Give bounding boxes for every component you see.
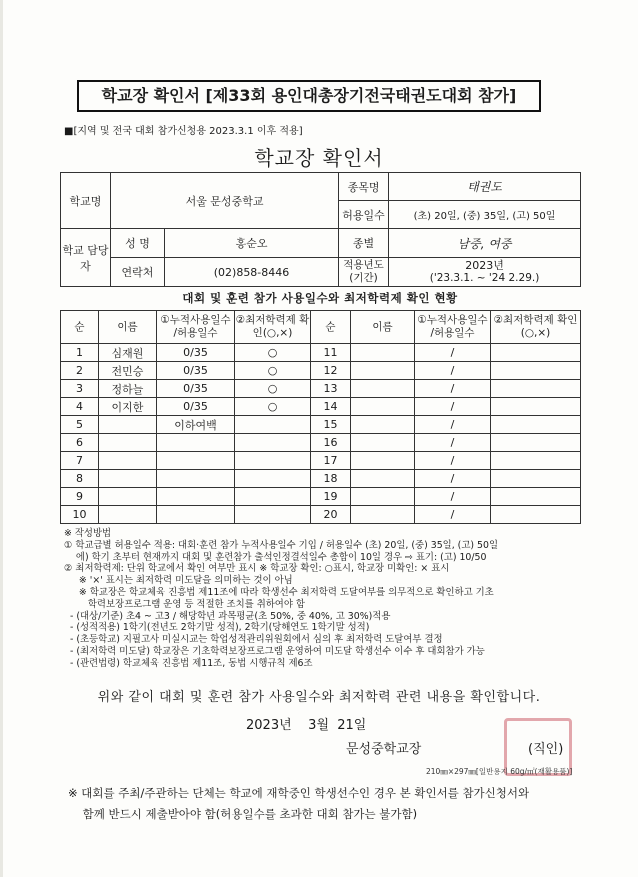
instruction-line: ※ 작성방법 (64, 528, 112, 539)
seal-label: (직인) (528, 742, 564, 757)
days-used: / (415, 488, 491, 506)
paper-spec: 210㎜×297㎜[일반용지 60g/㎡(재활용품)] (426, 767, 573, 776)
academic-check (491, 398, 581, 416)
row-number: 10 (61, 506, 99, 524)
academic-check (491, 506, 581, 524)
header-check: ②최저학력제 확인(○,×) (235, 311, 311, 344)
confirmation-statement: 위와 같이 대회 및 훈련 참가 사용일수와 최저학력 관련 내용을 확인합니다. (97, 690, 541, 705)
academic-check (235, 506, 311, 524)
athlete-name (99, 488, 157, 506)
row-number: 3 (61, 380, 99, 398)
row-number: 13 (311, 380, 351, 398)
athlete-name (351, 398, 415, 416)
row-number: 4 (61, 398, 99, 416)
academic-check (235, 470, 311, 488)
athlete-table (60, 310, 581, 524)
instruction-line: - (초등학교) 지필고사 미실시교는 학업성적관리위원회에서 심의 후 최저학력 도달여부 결정 (64, 634, 443, 646)
days-used (157, 452, 235, 470)
athlete-name (99, 506, 157, 524)
instruction-line: - (대상/기준) 초4 ~ 고3 / 해당학년 과목평균(초 50%, 중 40%, 고 30%)적용 (64, 610, 391, 622)
athlete-name (351, 506, 415, 524)
table-row (61, 506, 581, 524)
header-name: 이름 (99, 311, 157, 344)
header-no: 순 (61, 311, 99, 344)
contact-value: (02)858-8446 (165, 258, 339, 287)
athlete-name (351, 488, 415, 506)
header-check: ②최저학력제 확인(○,×) (491, 311, 581, 344)
days-used: 0/35 (157, 398, 235, 416)
days-used: / (415, 362, 491, 380)
athlete-name: 이지한 (99, 398, 157, 416)
instruction-line: ※ '×' 표시는 최저학력 미도달을 의미하는 것이 아님 (64, 575, 293, 587)
days-used: / (415, 344, 491, 362)
period-value: ('23.3.1. ~ '24 2.29.) (429, 272, 540, 284)
instruction-line: ② 최저학력제: 단위 학교에서 확인 여부만 표시 ※ 학교장 확인: ○표시, 학교장 미확인: × 표시 (64, 563, 450, 575)
academic-check: ○ (235, 344, 311, 362)
days-used: / (415, 434, 491, 452)
days-used: / (415, 470, 491, 488)
row-number: 2 (61, 362, 99, 380)
academic-check (235, 488, 311, 506)
athlete-name (351, 434, 415, 452)
athlete-name: 정하늘 (99, 380, 157, 398)
footer-line: ※ 대회를 주최/주관하는 단체는 학교에 재학중인 학생선수인 경우 본 확인서를 참가신청서와 (68, 786, 530, 800)
year-cell (389, 258, 581, 287)
allowed-days-label: 허용일수 (339, 201, 389, 229)
year-label: 적용년도 (기간) (339, 258, 389, 287)
instruction-line: - (성적적용) 1학기(전년도 2학기말 성적), 2학기(당해연도 1학기말 성적) (64, 622, 370, 634)
instruction-line: - (관련법령) 학교체육 진흥법 제11조, 동법 시행규칙 제6조 (64, 657, 313, 669)
name-value: 홍순오 (165, 229, 339, 258)
scope-note: ■[지역 및 전국 대회 참가신청용 2023.3.1 이후 적용] (64, 126, 303, 137)
row-number: 5 (61, 416, 99, 434)
scan-edge (0, 0, 3, 877)
row-number: 17 (311, 452, 351, 470)
athlete-name (99, 452, 157, 470)
name-label: 성 명 (111, 229, 165, 258)
days-used: 0/35 (157, 362, 235, 380)
row-number: 20 (311, 506, 351, 524)
days-used (157, 434, 235, 452)
row-number: 7 (61, 452, 99, 470)
school-name: 서울 문성중학교 (111, 173, 339, 229)
table-row (61, 362, 581, 380)
table-row (61, 470, 581, 488)
row-number: 18 (311, 470, 351, 488)
athlete-name (99, 416, 157, 434)
athlete-name (99, 434, 157, 452)
table-row (61, 488, 581, 506)
academic-check: ○ (235, 362, 311, 380)
header-days: ①누적사용일수 /허용일수 (415, 311, 491, 344)
table-row (61, 344, 581, 362)
academic-check (491, 362, 581, 380)
academic-check (491, 452, 581, 470)
writing-instructions (64, 528, 584, 670)
academic-check: ○ (235, 380, 311, 398)
days-used (157, 470, 235, 488)
table-row (61, 398, 581, 416)
row-number: 11 (311, 344, 351, 362)
instruction-line: 에) 학기 초부터 현재까지 대회 및 훈련참가 출석인정결석일수 총합이 10일 경우 ⇨ 표기: (고) 10/50 (64, 551, 487, 563)
academic-check (235, 452, 311, 470)
table-row (61, 416, 581, 434)
footer-note (68, 783, 588, 825)
days-used: / (415, 452, 491, 470)
row-number: 14 (311, 398, 351, 416)
academic-check (491, 434, 581, 452)
academic-check (491, 344, 581, 362)
instruction-line: - (최저학력 미도달) 학교장은 기초학력보장프로그램 운영하여 미도달 학생선수 이수 후 대회참가 가능 (64, 645, 485, 657)
row-number: 19 (311, 488, 351, 506)
athlete-name (351, 344, 415, 362)
athlete-name: 전민승 (99, 362, 157, 380)
document-title: 학교장 확인서 [제33회 용인대총장기전국태권도대회 참가] (77, 80, 541, 112)
contact-label: 연락처 (111, 258, 165, 287)
header-days: ①누적사용일수 /허용일수 (157, 311, 235, 344)
days-used: / (415, 380, 491, 398)
school-info-table (60, 172, 581, 287)
athlete-name: 심재원 (99, 344, 157, 362)
academic-check (491, 488, 581, 506)
instruction-line: ※ 학교장은 학교체육 진흥법 제11조에 따라 학생선수 최저학력 도달여부를 의무적으로 확인하고 기초 (64, 586, 494, 598)
form-subtitle: 학교장 확인서 (254, 146, 384, 170)
table-row (61, 434, 581, 452)
sport-value: 태권도 (389, 173, 581, 201)
row-number: 6 (61, 434, 99, 452)
athlete-name (351, 416, 415, 434)
manager-label: 학교 담당자 (61, 229, 111, 287)
row-number: 1 (61, 344, 99, 362)
academic-check (491, 380, 581, 398)
sport-label: 종목명 (339, 173, 389, 201)
athlete-name (351, 452, 415, 470)
days-used: / (415, 398, 491, 416)
row-number: 8 (61, 470, 99, 488)
header-no: 순 (311, 311, 351, 344)
days-used: 0/35 (157, 380, 235, 398)
academic-check: ○ (235, 398, 311, 416)
academic-check (235, 416, 311, 434)
days-used (157, 506, 235, 524)
row-number: 15 (311, 416, 351, 434)
athlete-name (351, 470, 415, 488)
footer-line: 함께 반드시 제출받아야 함(허용일수를 초과한 대회 참가는 불가함) (68, 807, 418, 821)
allowed-days-value: (초) 20일, (중) 35일, (고) 50일 (389, 201, 581, 229)
instruction-line: 학력보장프로그램 운영 등 적절한 조치를 취하여야 함 (64, 598, 305, 610)
days-used: 이하여백 (157, 416, 235, 434)
instruction-line: ① 학교급별 허용일수 적용: 대회·훈련 참가 누적사용일수 기입 / 허용일수 (초) 20일, (중) 35일, (고) 50일 (64, 539, 499, 551)
academic-check (235, 434, 311, 452)
athlete-name (351, 380, 415, 398)
category-label: 종별 (339, 229, 389, 258)
table-row (61, 452, 581, 470)
days-used: 0/35 (157, 344, 235, 362)
row-number: 12 (311, 362, 351, 380)
days-used: / (415, 416, 491, 434)
academic-check (491, 416, 581, 434)
row-number: 9 (61, 488, 99, 506)
athlete-name (351, 362, 415, 380)
table-row (61, 380, 581, 398)
signer-name: 문성중학교장 (346, 742, 422, 757)
year-value: 2023년 (465, 259, 504, 272)
issue-date: 2023년 3월 21일 (246, 718, 367, 733)
row-number: 16 (311, 434, 351, 452)
days-used: / (415, 506, 491, 524)
header-name: 이름 (351, 311, 415, 344)
athlete-name (99, 470, 157, 488)
academic-check (491, 470, 581, 488)
report-title: 대회 및 훈련 참가 사용일수와 최저학력제 확인 현황 (182, 291, 458, 305)
school-label: 학교명 (61, 173, 111, 229)
days-used (157, 488, 235, 506)
category-value: 남중, 여중 (389, 229, 581, 258)
